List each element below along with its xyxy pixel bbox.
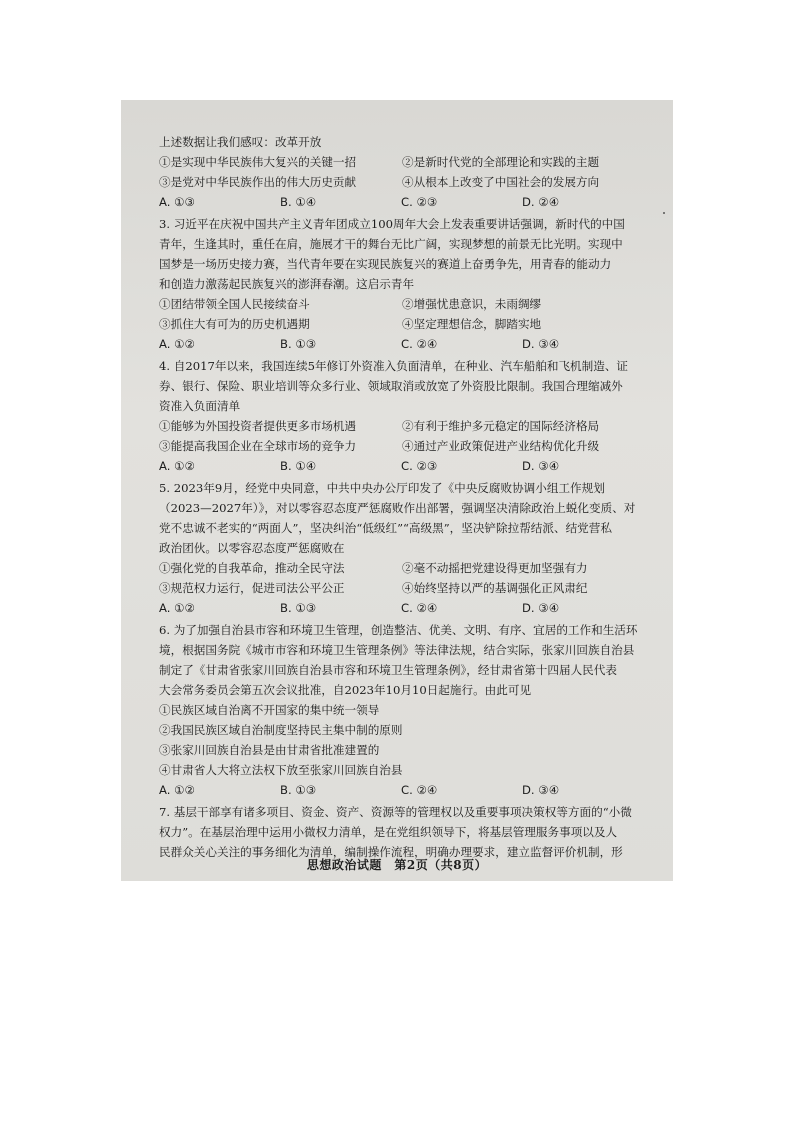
option: ①是实现中华民族伟大复兴的关键一招 <box>159 155 357 169</box>
option: ①能够为外国投资者提供更多市场机遇 <box>159 419 357 433</box>
choice: A. ①② <box>159 459 195 473</box>
option: ④甘肃省人大将立法权下放至张家川回族自治县 <box>159 763 403 777</box>
stem-line: 券、银行、保险、职业培训等众多行业、领域取消或放宽了外资股比限制。我国合理缩减外 <box>159 379 623 393</box>
scan-speck <box>663 212 665 214</box>
page-footer: 思想政治试题 第2页（共8页） <box>306 858 488 872</box>
choice: B. ①③ <box>280 601 317 615</box>
stem-line: 制定了《甘肃省张家川回族自治县市容和环境卫生管理条例》，经甘肃省第十四届人民代表 <box>159 663 617 677</box>
option: ②是新时代党的全部理论和实践的主题 <box>402 155 600 169</box>
stem-line: 资准入负面清单 <box>159 399 241 413</box>
stem-line: （2023—2027年）》，对以零容忍态度严惩腐败作出部署，强调坚决清除政治上蜕化变质、对 <box>159 501 636 515</box>
option: ③抓住大有可为的历史机遇期 <box>159 317 310 331</box>
option: ②有利于维护多元稳定的国际经济格局 <box>402 419 600 433</box>
option: ①强化党的自我革命，推动全民守法 <box>159 561 345 575</box>
stem-line: 6. 为了加强自治县市容和环境卫生管理，创造整洁、优美、文明、有序、宜居的工作和生活环 <box>159 623 638 637</box>
choice: B. ①④ <box>280 195 317 209</box>
choice: D. ③④ <box>522 601 560 615</box>
option: ③能提高我国企业在全球市场的竞争力 <box>159 439 357 453</box>
choice: A. ①② <box>159 337 195 351</box>
option: ④通过产业政策促进产业结构优化升级 <box>402 439 600 453</box>
question-7 <box>159 802 645 862</box>
question-6 <box>159 620 645 800</box>
document-photo <box>121 100 673 881</box>
option: ④从根本上改变了中国社会的发展方向 <box>402 175 600 189</box>
choice: B. ①③ <box>280 337 317 351</box>
stem-line: 权力”。在基层治理中运用小微权力清单，是在党组织领导下，将基层管理服务事项以及人 <box>159 825 618 839</box>
stem-line: 5. 2023年9月，经党中央同意，中共中央办公厅印发了《中央反腐败协调小组工作规划 <box>159 481 605 495</box>
question-3 <box>159 214 645 354</box>
option: ③规范权力运行，促进司法公平公正 <box>159 581 345 595</box>
top-stem: 上述数据让我们感叹：改革开放 <box>159 135 322 149</box>
choice: C. ②④ <box>401 337 438 351</box>
choice: A. ①② <box>159 601 195 615</box>
question-4 <box>159 356 645 476</box>
option: ②毫不动摇把党建设得更加坚强有力 <box>402 561 588 575</box>
option: ④坚定理想信念，脚踏实地 <box>402 317 542 331</box>
choice: D. ③④ <box>522 783 560 797</box>
stem-line: 大会常务委员会第五次会议批准，自2023年10月10日起施行。由此可见 <box>159 683 532 697</box>
choice: B. ①④ <box>280 459 317 473</box>
choice: D. ②④ <box>522 195 560 209</box>
choice: C. ②③ <box>401 195 438 209</box>
stem-line: 3. 习近平在庆祝中国共产主义青年团成立100周年大会上发表重要讲话强调，新时代的中国 <box>159 217 625 231</box>
stem-line: 7. 基层干部享有诸多项目、资金、资产、资源等的管理权以及重要事项决策权等方面的“小微 <box>159 805 632 819</box>
page-content <box>159 132 645 862</box>
stem-line: 政治团伙。以零容忍态度严惩腐败在 <box>159 541 345 555</box>
choice: D. ③④ <box>522 459 560 473</box>
choice: C. ②③ <box>401 459 438 473</box>
option: ③是党对中华民族作出的伟大历史贡献 <box>159 175 357 189</box>
stem-line: 4. 自2017年以来，我国连续5年修订外资准入负面清单，在种业、汽车船舶和飞机制造、证 <box>159 359 629 373</box>
option: ④始终坚持以严的基调强化正风肃纪 <box>402 581 588 595</box>
stem-line: 和创造力激荡起民族复兴的澎湃春潮。这启示青年 <box>159 277 415 291</box>
choice: C. ②④ <box>401 783 438 797</box>
top-block <box>159 132 645 212</box>
stem-line: 党不忠诚不老实的“两面人”，坚决纠治“低级红”“高级黑”，坚决铲除拉帮结派、结党营私 <box>159 521 612 535</box>
option: ②我国民族区域自治制度坚持民主集中制的原则 <box>159 723 403 737</box>
stem-line: 境，根据国务院《城市市容和环境卫生管理条例》等法律法规，结合实际，张家川回族自治县 <box>159 643 635 657</box>
choice: D. ③④ <box>522 337 560 351</box>
option: ①团结带领全国人民接续奋斗 <box>159 297 310 311</box>
choice: B. ①③ <box>280 783 317 797</box>
option: ③张家川回族自治县是由甘肃省批准建置的 <box>159 743 380 757</box>
option: ①民族区域自治离不开国家的集中统一领导 <box>159 703 380 717</box>
choice: C. ②④ <box>401 601 438 615</box>
stem-line: 青年，生逢其时，重任在肩，施展才干的舞台无比广阔，实现梦想的前景无比光明。实现中 <box>159 237 623 251</box>
choice: A. ①② <box>159 783 195 797</box>
stem-line: 民群众关心关注的事务细化为清单，编制操作流程，明确办理要求，建立监督评价机制，形 <box>159 845 623 859</box>
choice: A. ①③ <box>159 195 195 209</box>
question-5 <box>159 478 645 618</box>
stem-line: 国梦是一场历史接力赛，当代青年要在实现民族复兴的赛道上奋勇争先，用青春的能动力 <box>159 257 612 271</box>
option: ②增强忧患意识，未雨绸缪 <box>402 297 542 311</box>
